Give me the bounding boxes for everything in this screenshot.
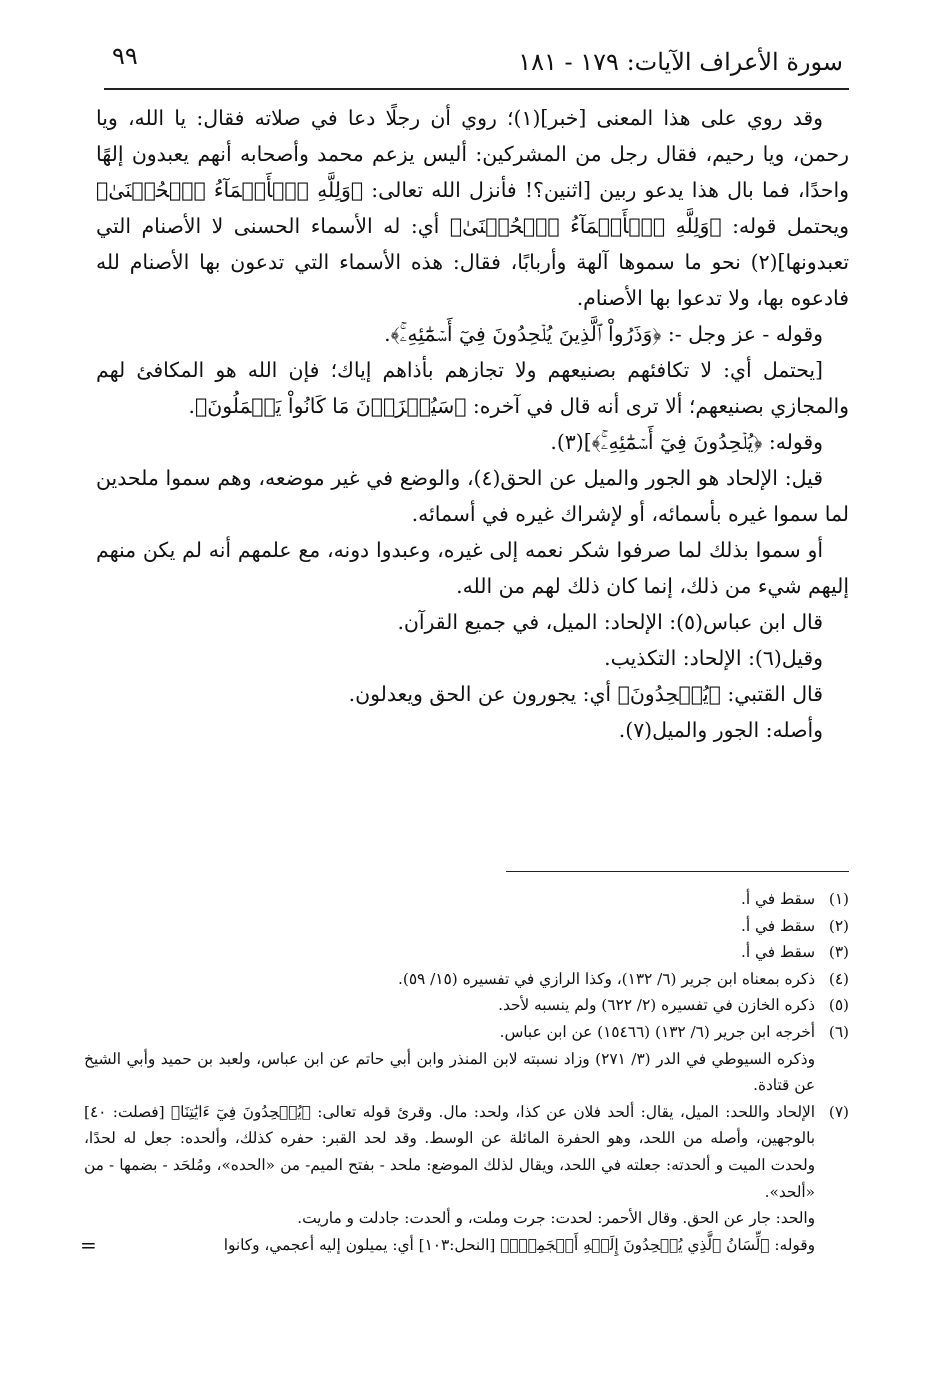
footnote-text: سقط في أ. <box>741 943 815 962</box>
footnote <box>84 939 849 966</box>
footnote-text: ذكره بمعناه ابن جرير (٦/ ١٣٢)، وكذا الرازي في تفسيره (١٥/ ٥٩). <box>397 969 815 988</box>
footnotes <box>80 886 849 1258</box>
footnote <box>84 913 849 940</box>
footnote-text: وذكره السيوطي في الدر (٣/ ٢٧١) وزاد نسبته لابن المنذر وابن أبي حاتم عن ابن عباس، ولعبد بن حميد وأبي الشيخ عن قتادة. <box>84 1049 815 1095</box>
paragraph: وأصله: الجور والميل(٧). <box>618 718 823 742</box>
paragraph: قيل: الإلحاد هو الجور والميل عن الحق(٤)، والوضع في غير موضعه، وهم سموا ملحدين لما سموا غيره بأسمائه، أو لإشراك غيره في أسمائه. <box>96 466 849 526</box>
footnote-text: سقط في أ. <box>741 890 815 908</box>
paragraph: وقوله: ﴿يُلۡحِدُونَ فِيٓ أَسۡمَٰٓئِهِۦۚ﴾](٣). <box>550 430 823 454</box>
page-header <box>104 30 849 90</box>
paragraph: [يحتمل أي: لا تكافئهم بصنيعهم ولا تجازهم بأذاهم إياك؛ فإن الله هو المكافئ لهم والمجازي بصنيعهم؛ ألا ترى أنه قال في آخره: ﴿سَيُجۡزَوۡنَ مَا كَانُواْ يَعۡمَلُونَ﴾. <box>96 358 849 418</box>
footnote-number: (٧) <box>828 1102 849 1121</box>
footnote-text: وقوله: ﴿لِّسَانُ ٱلَّذِي يُلۡحِدُونَ إِلَيۡهِ أَعۡجَمِيّٞ﴾ [النحل:١٠٣] أي: يميلون إليه أعجمي، وكانوا <box>223 1235 815 1254</box>
footnote <box>84 1019 849 1099</box>
footnote-text: سقط في أ. <box>741 916 815 935</box>
running-title: سورة الأعراف الآيات: ١٧٩ - ١٨١ <box>518 48 843 76</box>
footnote-text: ذكره الخازن في تفسيره (٢/ ٦٢٢) ولم ينسبه لأحد. <box>498 996 815 1015</box>
paragraph: قال القتبي: ﴿يُلۡحِدُونَ﴾ أي: يجورون عن الحق ويعدلون. <box>348 682 823 706</box>
footnote-number: (٥) <box>828 996 849 1015</box>
paragraph: قال ابن عباس(٥): الإلحاد: الميل، في جميع القرآن. <box>397 610 823 634</box>
footnote <box>84 992 849 1019</box>
footnote <box>84 966 849 993</box>
footnote-text: والحد: جار عن الحق. وقال الأحمر: لحدت: جرت وملت، و ألحدت: جادلت و ماريت. <box>297 1209 815 1228</box>
paragraph: وقد روي على هذا المعنى [خبر](١)؛ روي أن رجلًا دعا في صلاته فقال: يا الله، ويا رحمن، ويا رحيم، فقال رجل من المشركين: أليس يزعم محمد وأصحابه أنهم يعبدون إلهًا واحدًا، فما بال هذا يدعو ربين [اثنين؟! فأنزل الله تعالى: ﴿وَلِلَّهِ ٱلۡأَسۡمَآءُ ٱلۡحُسۡنَىٰ﴾ويحتمل قوله: ﴿وَلِلَّهِ ٱلۡأَسۡمَآءُ ٱلۡحُسۡنَىٰ﴾ أي: له الأسماء الحسنى لا الأصنام التي تعبدونها](٢) نحو ما سموها آلهة وأربابًا، فقال: هذه الأسماء التي تدعون بها الأصنام لله فادعوه بها، ولا تدعوا بها الأصنام. <box>96 106 849 310</box>
footnote-text: الإلحاد واللحد: الميل، يقال: ألحد فلان عن كذا، ولحد: مال. وقرئ قوله تعالى: ﴿يُلۡحِدُونَ فِيٓ ءَايَٰتِنَا﴾ [فصلت: ٤٠] بالوجهين، وأصله من اللحد، وهو الحفرة المائلة عن الوسط. وقد لحد القبر: حفره كذلك، وألحده: جعل له لحدًا، ولحدت الميت و ألحدته: جعلته في اللحد، ويقال لذلك الموضع: ملحد - بفتح الميم- من «الحده»، ومُلحَد - بضمها - من «ألحد». <box>84 1102 815 1201</box>
footnote-number: (١) <box>828 890 849 908</box>
paragraph: وقيل(٦): الإلحاد: التكذيب. <box>604 646 823 670</box>
footnote-text: أخرجه ابن جرير (٦/ ١٣٢) (١٥٤٦٦) عن ابن عباس. <box>499 1022 815 1041</box>
footnote-number: (٦) <box>828 1022 849 1041</box>
paragraph: وقوله - عز وجل -: ﴿وَذَرُواْ ٱلَّذِينَ يُلۡحِدُونَ فِيٓ أَسۡمَٰٓئِهِۦۚ﴾. <box>384 322 823 346</box>
footnote-number: (٤) <box>828 969 849 988</box>
footnote-number: (٣) <box>828 943 849 962</box>
paragraph: أو سموا بذلك لما صرفوا شكر نعمه إلى غيره، وعبدوا دونه، مع علمهم أنه لم يكن منهم إليهم شيء من ذلك، إنما كان ذلك لهم من الله. <box>96 538 849 598</box>
continuation-mark: = <box>80 1232 97 1257</box>
footnote <box>80 1099 849 1259</box>
page-number: ٩٩ <box>112 42 138 70</box>
footnote <box>84 886 849 913</box>
footnote-separator <box>506 871 849 872</box>
footnote-number: (٢) <box>828 916 849 935</box>
main-text <box>96 100 849 748</box>
